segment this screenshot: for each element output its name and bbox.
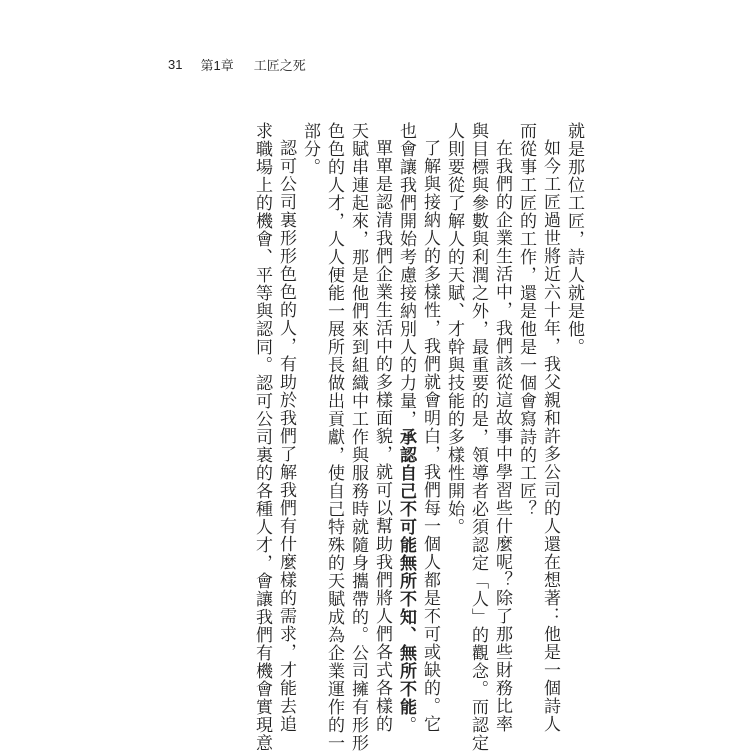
text-column: 而從事工匠的工作，還是他是一個會寫詩的工匠？: [516, 122, 536, 518]
text-column: 人則要從了解人的天賦、才幹與技能的多樣性開始。: [444, 122, 464, 536]
text-column: 了解與接納人的多樣性，我們就會明白，我們每一個人都是不可或缺的。它: [420, 139, 440, 733]
vertical-text-body: [196, 122, 586, 752]
text-column: 部分。: [300, 122, 320, 176]
text-column: 天賦串連起來，那是他們來到組織中工作與服務時就隨身攜帶的。公司擁有形形: [348, 122, 368, 752]
column-text-before: 也會讓我們開始考慮接納別人的力量，: [396, 122, 416, 428]
chapter-label: 第1章: [200, 57, 234, 73]
running-header: [168, 54, 306, 74]
text-column: 就是那位工匠，詩人就是他。: [564, 122, 584, 356]
text-column: 如今工匠過世將近六十年，我父親和許多公司的人還在想著：他是一個詩人: [540, 139, 560, 733]
chapter-title: 工匠之死: [253, 57, 306, 73]
emphasized-text: 承認自己不可能無所不知、無所不能: [396, 428, 416, 716]
page-number: 31: [168, 56, 183, 72]
column-text-after: 。: [396, 716, 416, 734]
text-column: 單單是認清我們企業生活中的多樣面貌，就可以幫助我們將人們各式各樣的: [372, 139, 392, 733]
text-column: 與目標與參數與利潤之外，最重要的是，領導者必須認定「人」的觀念。而認定: [468, 122, 488, 752]
text-column-with-emphasis: [394, 122, 418, 734]
text-column: 求職場上的機會、平等與認同。認可公司裏的各種人才，會讓我們有機會實現意: [252, 122, 272, 752]
text-column: 認可公司裏形形色色的人，有助於我們了解我們有什麼樣的需求，才能去追: [276, 139, 296, 733]
text-column: 在我們的企業生活中，我們該從這故事中學習些什麼呢？除了那些財務比率: [492, 139, 512, 733]
text-column: 色色的人才，人人便能一展所長做出貢獻，使自己特殊的天賦成為企業運作的一: [324, 122, 344, 752]
